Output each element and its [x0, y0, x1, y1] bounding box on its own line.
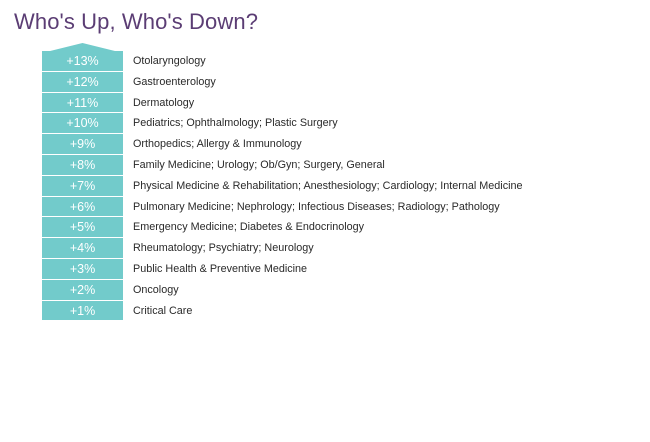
category-label: Physical Medicine & Rehabilitation; Anesthesiology; Cardiology; Internal Medicine [133, 179, 523, 192]
category-label: Oncology [133, 283, 179, 296]
chart-row [42, 259, 642, 280]
chart-row [42, 280, 642, 301]
category-label: Public Health & Preventive Medicine [133, 262, 308, 275]
bar-value-label: +4% [42, 238, 123, 258]
category-label: Emergency Medicine; Diabetes & Endocrinology [133, 221, 365, 234]
category-label: Orthopedics; Allergy & Immunology [133, 138, 302, 151]
bar-value-label: +11% [42, 93, 123, 113]
category-label: Rheumatology; Psychiatry; Neurology [133, 242, 314, 255]
bar-value-label: +2% [42, 280, 123, 300]
chart-row [42, 197, 642, 218]
chart-row [42, 238, 642, 259]
chart-row [42, 51, 642, 72]
bar-value-label: +10% [42, 113, 123, 133]
bar-value-label: +8% [42, 155, 123, 175]
bar-value-label: +6% [42, 197, 123, 217]
chart-rows [42, 51, 642, 321]
category-label: Gastroenterology [133, 75, 216, 88]
page-title: Who's Up, Who's Down? [14, 9, 259, 34]
chart-row [42, 217, 642, 238]
chart-row [42, 176, 642, 197]
category-label: Otolaryngology [133, 55, 206, 67]
bar-value-label: +3% [42, 259, 123, 279]
bar-value-label: +1% [42, 301, 123, 321]
chart-row [42, 301, 642, 322]
category-label: Dermatology [133, 96, 195, 109]
category-label: Critical Care [133, 304, 193, 317]
category-label: Pediatrics; Ophthalmology; Plastic Surgery [133, 117, 338, 130]
chart-row [42, 72, 642, 93]
bar-value-label: +12% [42, 72, 123, 92]
category-label: Family Medicine; Urology; Ob/Gyn; Surgery, General [133, 158, 385, 171]
category-label: Pulmonary Medicine; Nephrology; Infectious Diseases; Radiology; Pathology [133, 200, 500, 213]
bar-value-label: +9% [42, 134, 123, 154]
chart-row [42, 155, 642, 176]
chart-row [42, 93, 642, 114]
chart-row [42, 134, 642, 155]
bar-value-label: +5% [42, 217, 123, 237]
bar-value-label: +7% [42, 176, 123, 196]
bar-value-label: +13% [42, 51, 123, 71]
chart-row [42, 113, 642, 134]
